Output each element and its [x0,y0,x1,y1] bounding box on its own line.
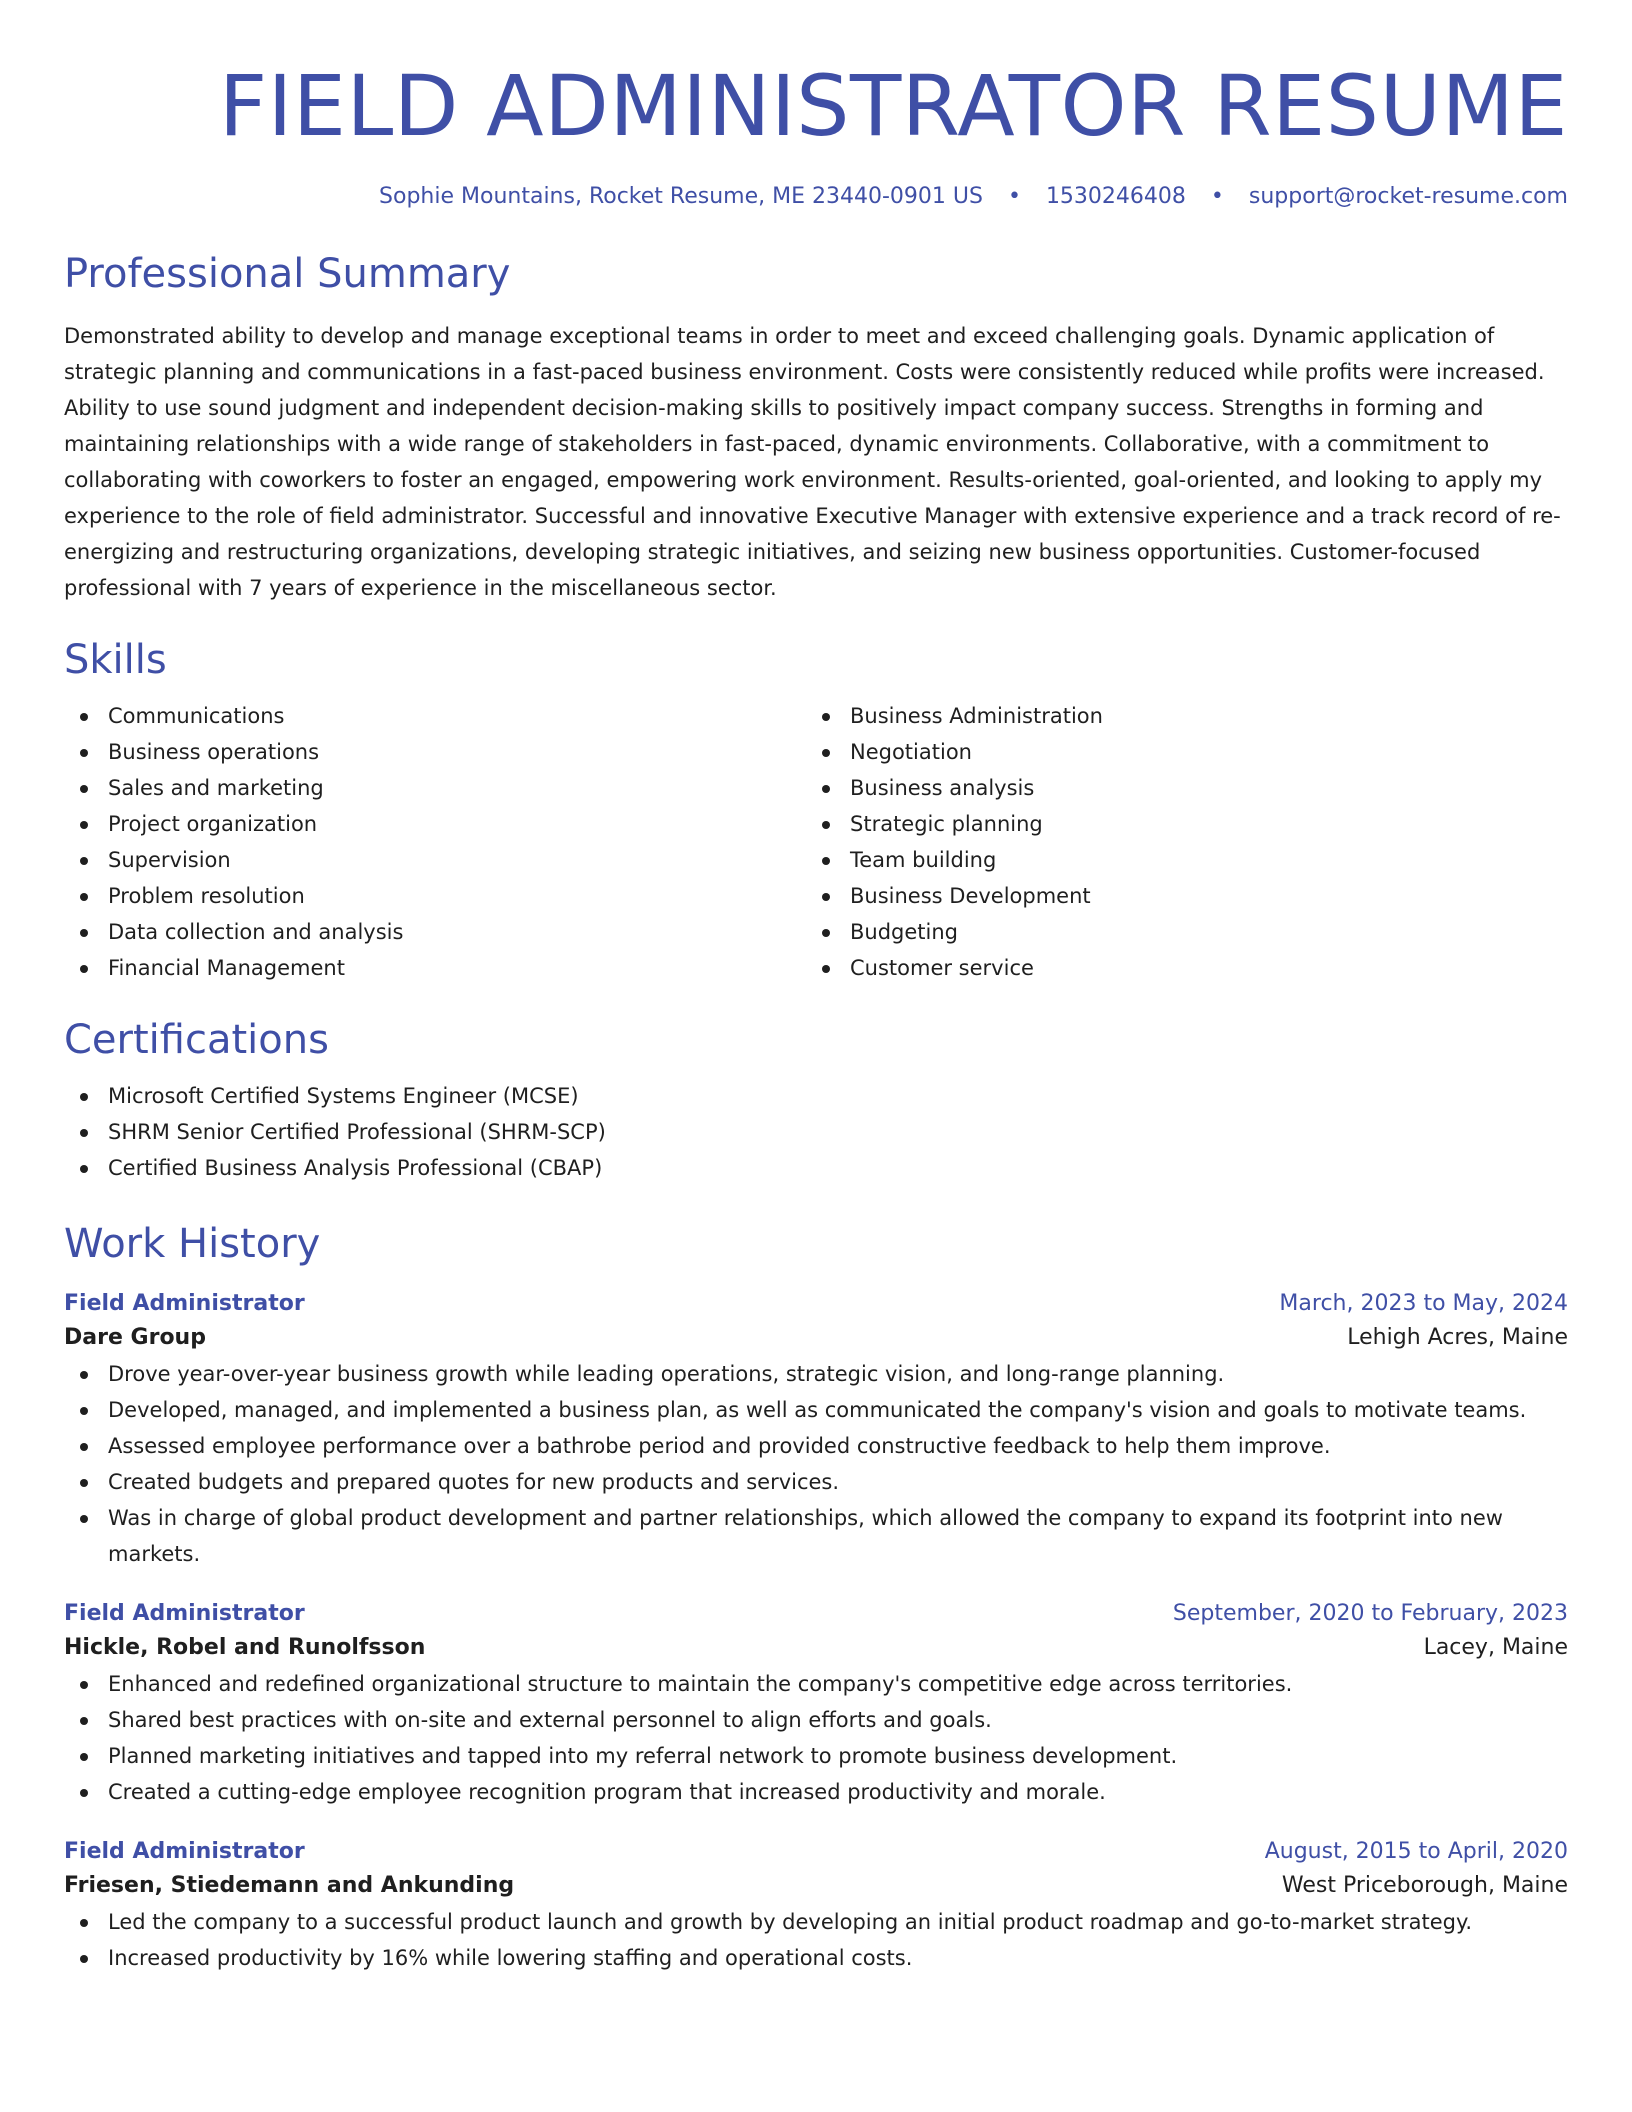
skill-item: Financial Management [64,950,806,986]
job-location: Lacey, Maine [1423,1635,1568,1660]
job-title: Field Administrator [64,1601,305,1626]
skills-section [64,636,1568,986]
job-entry [64,1836,1568,1976]
contact-separator: • [1210,184,1224,209]
job-dates: September, 2020 to February, 2023 [1172,1601,1568,1626]
section-heading-work-history: Work History [64,1221,321,1267]
job-header [64,1598,1568,1630]
skill-item: Communications [64,698,806,734]
skill-item: Data collection and analysis [64,914,806,950]
section-heading-skills: Skills [64,637,167,683]
contact-email[interactable]: support@rocket-resume.com [1248,184,1568,209]
summary-text: Demonstrated ability to develop and manage exceptional teams in order to meet and exceed challenging goals. Dynamic application of strategic planning and communications in a fast-paced business environment. Costs were consistently reduced while profits were increased. Ability to use sound judgment and independent decision-making skills to positively impact company success. Strengths in forming and maintaining relationships with a wide range of stakeholders in fast-paced, dynamic environments. Collaborative, with a commitment to collaborating with coworkers to foster an engaged, empowering work environment. Results-oriented, goal-oriented, and looking to apply my experience to the role of field administrator. Successful and innovative Executive Manager with extensive experience and a track record of re-energizing and restructuring organizations, developing strategic initiatives, and seizing new business opportunities. Customer-focused professional with 7 years of experience in the miscellaneous sector. [64,324,1561,600]
certification-item: Microsoft Certified Systems Engineer (MCSE) [64,1078,1568,1114]
job-bullet: Planned marketing initiatives and tapped into my referral network to promote business development. [64,1738,1568,1774]
job-bullet: Developed, managed, and implemented a business plan, as well as communicated the company's vision and goals to motivate teams. [64,1392,1568,1428]
job-title: Field Administrator [64,1291,305,1316]
certification-item: Certified Business Analysis Professional (CBAP) [64,1150,1568,1186]
contact-separator: • [1007,184,1021,209]
job-bullet: Shared best practices with on-site and external personnel to align efforts and goals. [64,1702,1568,1738]
job-company: Friesen, Stiedemann and Ankunding [64,1873,515,1898]
job-bullets [64,1356,1568,1572]
skill-item: Negotiation [806,734,1548,770]
job-bullets [64,1666,1568,1810]
job-company: Hickle, Robel and Runolfsson [64,1635,426,1660]
certifications-list [64,1078,1568,1186]
skills-column-right [806,698,1548,986]
job-bullet: Created a cutting-edge employee recognition program that increased productivity and morale. [64,1774,1568,1810]
job-bullet: Was in charge of global product development and partner relationships, which allowed the company to expand its footprint into new markets. [64,1500,1568,1572]
job-entry [64,1598,1568,1810]
contact-line [64,182,1568,212]
job-location: Lehigh Acres, Maine [1347,1325,1568,1350]
skill-item: Business Development [806,878,1548,914]
job-title: Field Administrator [64,1839,305,1864]
skill-item: Project organization [64,806,806,842]
job-bullet: Drove year-over-year business growth while leading operations, strategic vision, and long-range planning. [64,1356,1568,1392]
job-subheader [64,1320,1568,1356]
section-heading-summary: Professional Summary [64,251,511,297]
summary-section [64,250,1568,606]
job-bullet: Created budgets and prepared quotes for new products and services. [64,1464,1568,1500]
job-subheader [64,1868,1568,1904]
job-header [64,1836,1568,1868]
job-entry [64,1288,1568,1572]
certification-item: SHRM Senior Certified Professional (SHRM-SCP) [64,1114,1568,1150]
skill-item: Team building [806,842,1548,878]
skills-list-left [64,698,806,986]
skills-list-right [806,698,1548,986]
skill-item: Supervision [64,842,806,878]
skill-item: Strategic planning [806,806,1548,842]
section-heading-certifications: Certifications [64,1017,329,1063]
job-company: Dare Group [64,1325,206,1350]
skill-item: Business Administration [806,698,1548,734]
job-dates: August, 2015 to April, 2020 [1264,1839,1568,1864]
job-dates: March, 2023 to May, 2024 [1279,1291,1568,1316]
skill-item: Business analysis [806,770,1548,806]
job-header [64,1288,1568,1320]
skill-item: Customer service [806,950,1548,986]
job-location: West Priceborough, Maine [1281,1873,1568,1898]
skill-item: Business operations [64,734,806,770]
job-bullet: Led the company to a successful product launch and growth by developing an initial product roadmap and go-to-market strategy. [64,1904,1568,1940]
job-bullet: Enhanced and redefined organizational structure to maintain the company's competitive edge across territories. [64,1666,1568,1702]
job-bullet: Increased productivity by 16% while lowering staffing and operational costs. [64,1940,1568,1976]
skill-item: Sales and marketing [64,770,806,806]
skill-item: Problem resolution [64,878,806,914]
job-subheader [64,1630,1568,1666]
skills-grid [64,698,1568,986]
contact-address: Sophie Mountains, Rocket Resume, ME 23440-0901 US [379,184,983,209]
skills-column-left [64,698,806,986]
contact-phone: 1530246408 [1045,184,1186,209]
certifications-section [64,1016,1568,1186]
resume-page [64,0,1568,1976]
job-bullet: Assessed employee performance over a bathrobe period and provided constructive feedback to help them improve. [64,1428,1568,1464]
skill-item: Budgeting [806,914,1548,950]
resume-title: FIELD ADMINISTRATOR RESUME [218,57,1568,155]
work-history-section [64,1220,1568,1976]
job-bullets [64,1904,1568,1976]
